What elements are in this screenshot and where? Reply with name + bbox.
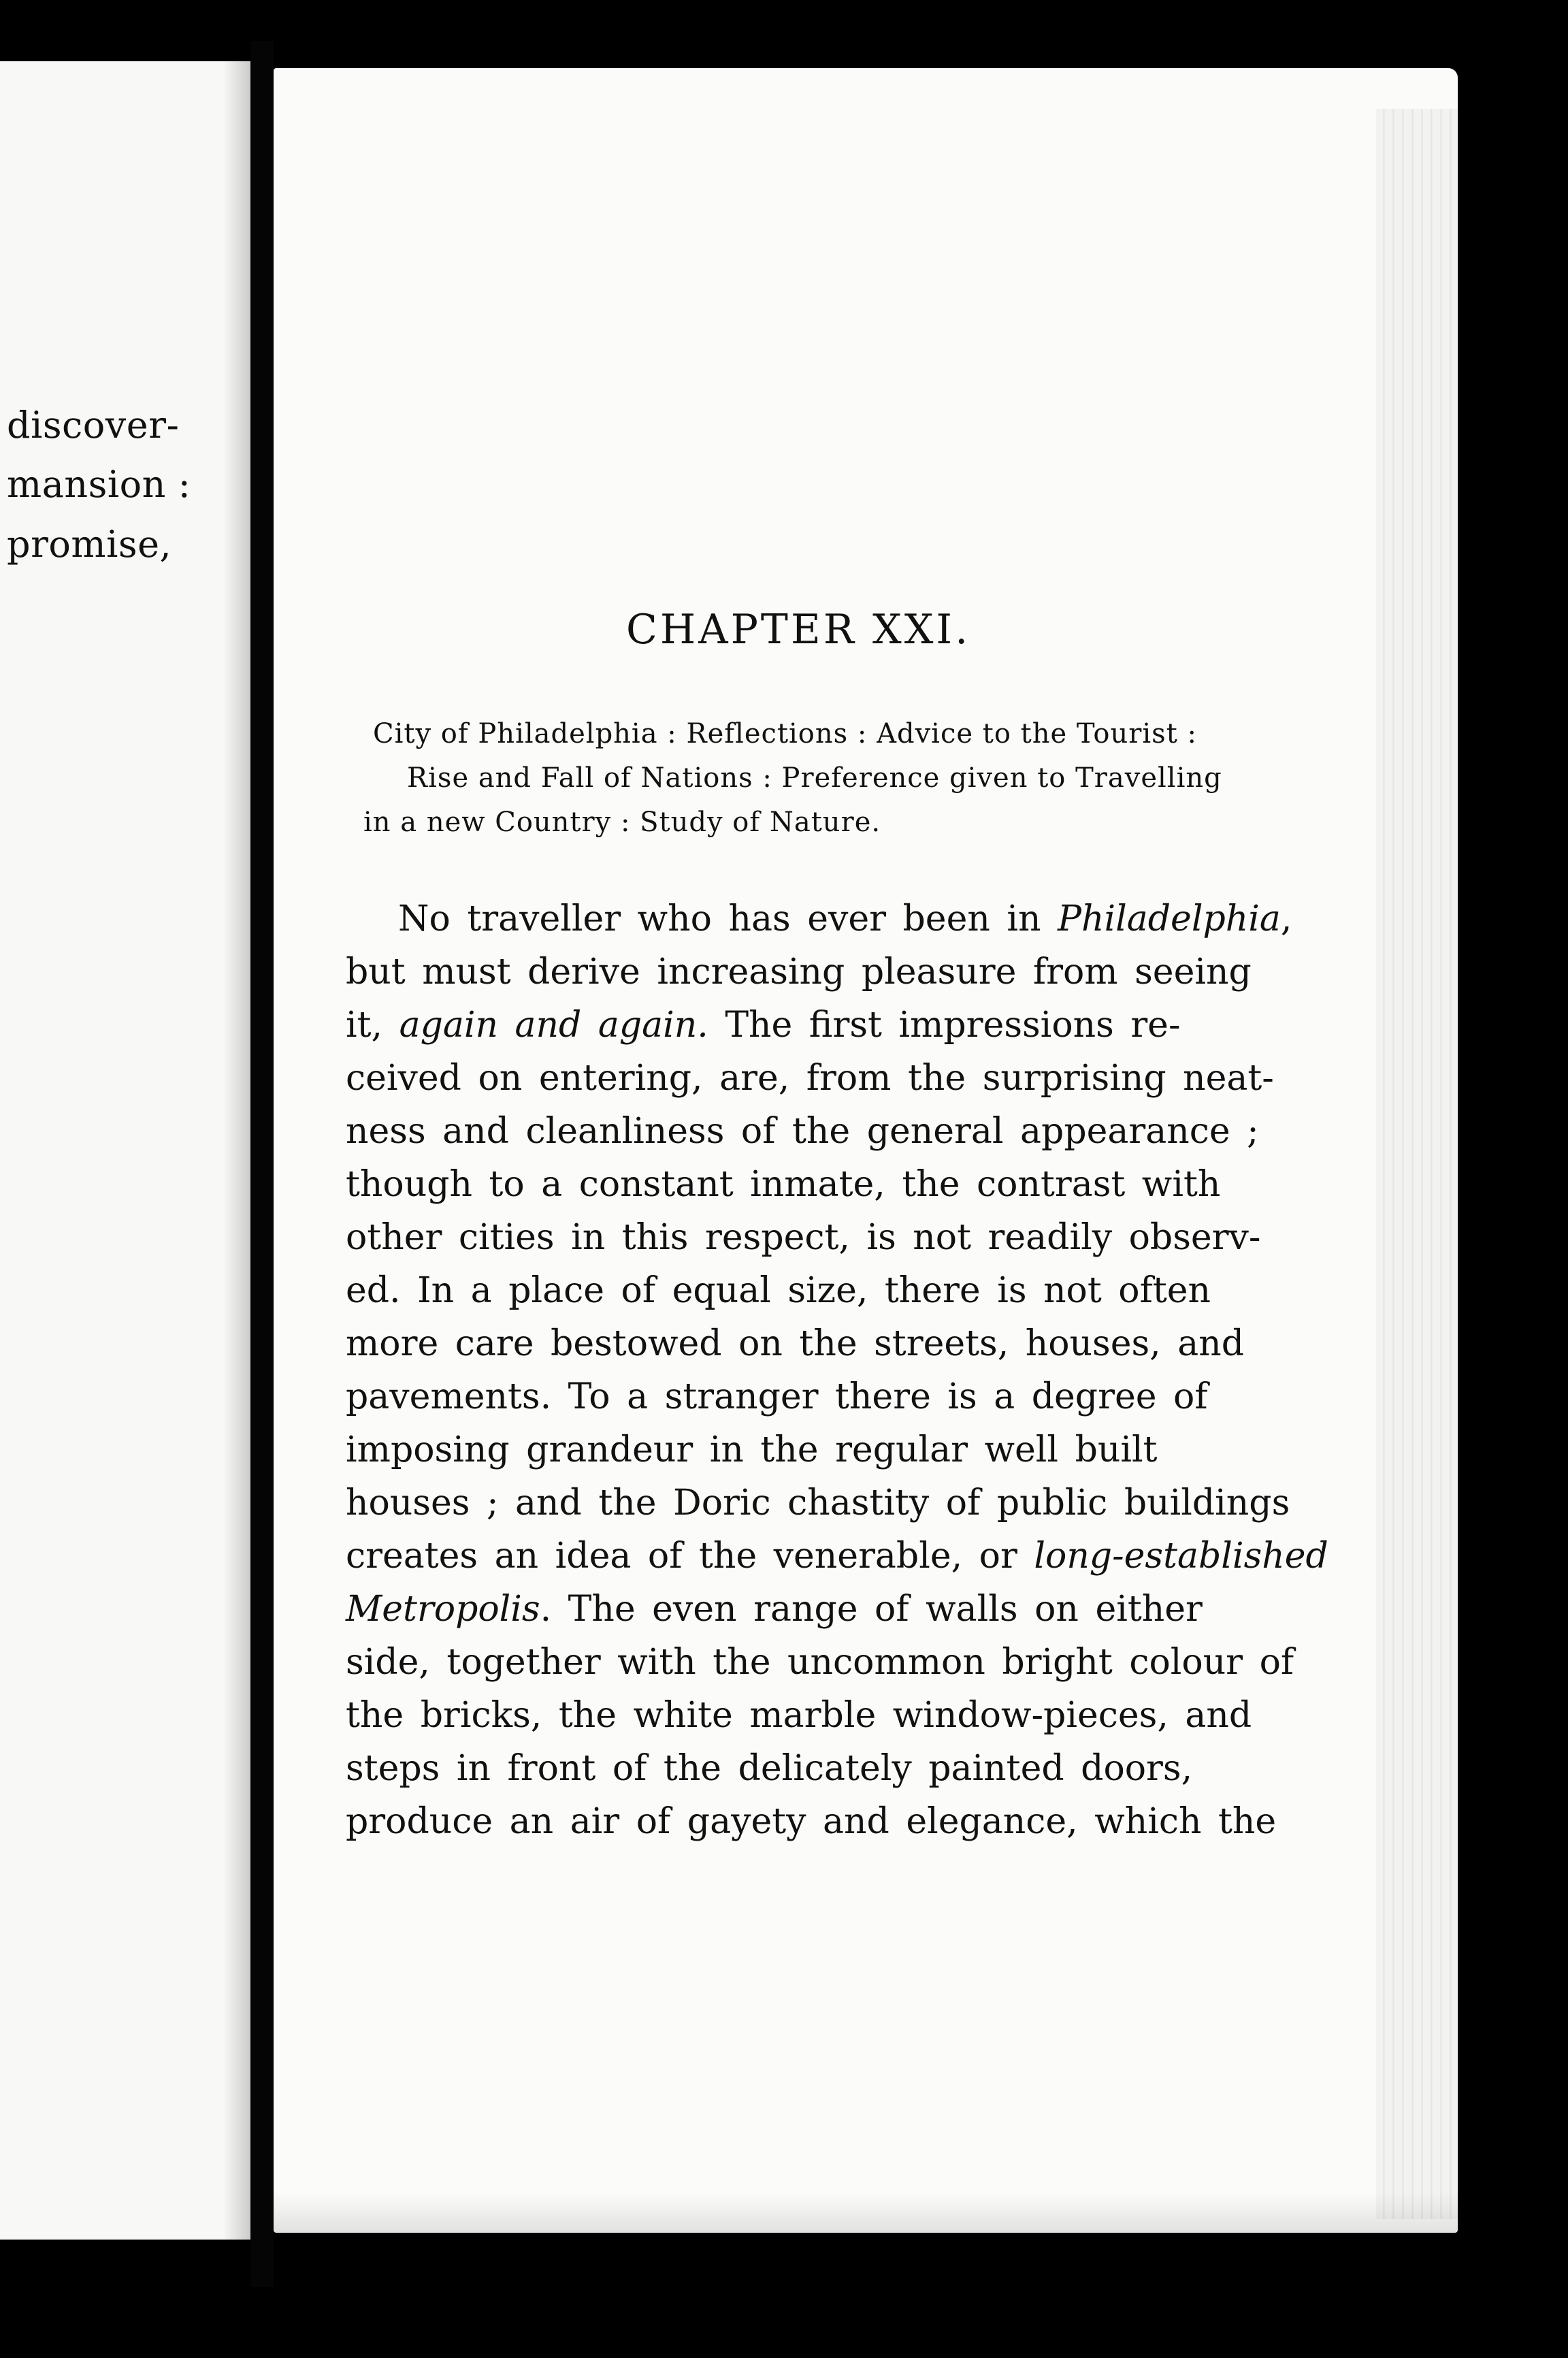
body-line-18: produce an air of gayety and elegance, which the xyxy=(346,1801,1277,1842)
left-page-line-3: promise, xyxy=(7,523,172,566)
left-page-line-2: mansion : xyxy=(7,463,191,506)
chapter-summary-line-1: City of Philadelphia : Reflections : Advice to the Tourist : xyxy=(373,718,1197,749)
chapter-summary-line-2: Rise and Fall of Nations : Preference given to Travelling xyxy=(407,762,1222,794)
chapter-title: CHAPTER XXI. xyxy=(626,606,971,653)
italic-emphasis: again and again. xyxy=(399,1005,708,1046)
body-line-11: imposing grandeur in the regular well built xyxy=(346,1430,1158,1470)
chapter-summary-line-3: in a new Country : Study of Nature. xyxy=(363,807,881,838)
italic-place-name: Philadelphia xyxy=(1058,899,1281,939)
body-line-6: though to a constant inmate, the contrast with xyxy=(346,1164,1221,1205)
page-fore-edge xyxy=(1376,109,1458,2219)
body-line-13: creates an idea of the venerable, or long-established xyxy=(346,1536,1328,1577)
italic-phrase: long-established xyxy=(1034,1536,1328,1577)
page-bottom-edge xyxy=(274,2192,1458,2233)
body-line-16: the bricks, the white marble window-pieces, and xyxy=(346,1695,1252,1736)
body-line-7: other cities in this respect, is not readily observ- xyxy=(346,1217,1261,1258)
body-line-15: side, together with the uncommon bright colour of xyxy=(346,1642,1294,1683)
body-line-2: but must derive increasing pleasure from seeing xyxy=(346,952,1252,992)
body-line-5: ness and cleanliness of the general appearance ; xyxy=(346,1111,1259,1152)
book-gutter xyxy=(250,41,274,2287)
body-line-14: Metropolis. The even range of walls on either xyxy=(346,1589,1203,1630)
body-line-12: houses ; and the Doric chastity of public buildings xyxy=(346,1483,1290,1523)
body-line-17: steps in front of the delicately painted doors, xyxy=(346,1748,1193,1789)
body-line-8: ed. In a place of equal size, there is not often xyxy=(346,1270,1211,1311)
left-page xyxy=(0,61,252,2240)
body-line-3: it, again and again. The first impressions re- xyxy=(346,1005,1181,1046)
italic-phrase: Metropolis xyxy=(346,1589,540,1630)
body-line-9: more care bestowed on the streets, houses, and xyxy=(346,1323,1245,1364)
left-page-edge-shadow xyxy=(223,61,250,2240)
left-page-line-1: discover- xyxy=(7,404,180,447)
body-line-10: pavements. To a stranger there is a degree of xyxy=(346,1376,1208,1417)
body-line-1: No traveller who has ever been in Philadelphia, xyxy=(398,899,1292,939)
body-line-4: ceived on entering, are, from the surprising neat- xyxy=(346,1058,1274,1099)
